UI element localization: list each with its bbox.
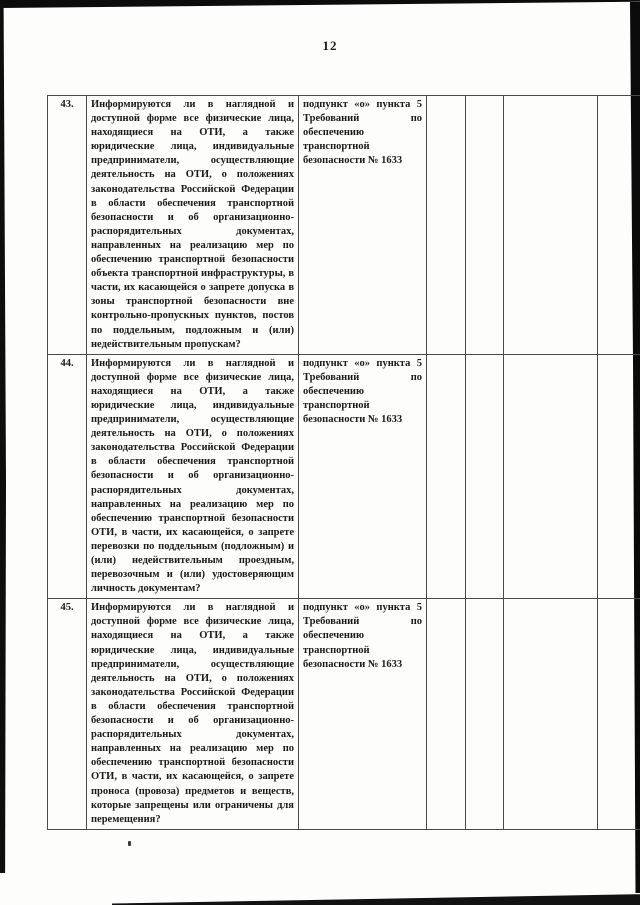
question-text: Информируются ли в наглядной и доступной форме все физические лица, находящиеся на ОТИ, а также юридические лица, индивидуальные предприниматели, осуществляющие деятельность на ОТИ, о положениях законодательства Российской Федерации в области обеспечения транспортной безопасности и об организационно-распорядительных документах, направленных на реализацию мер по обеспечению транспортной безопасности объекта транспортной инфраструктуры, в части, их касающейся о запрете допуска в зоны транспортной безопасности вне контрольно-пропускных пунктов, постов по поддельным, подложным и (или) недействительным пропускам?: [87, 96, 299, 355]
empty-cell: [466, 599, 504, 830]
row-number: 45.: [48, 599, 87, 830]
empty-cell: [427, 599, 466, 830]
question-text: Информируются ли в наглядной и доступной форме все физические лица, находящиеся на ОТИ, а также юридические лица, индивидуальные предприниматели, осуществляющие деятельность на ОТИ, о положениях законодательства Российской Федерации в области обеспечения транспортной безопасности и об организационно-распорядительных документах, направленных на реализацию мер по обеспечению транспортной безопасности ОТИ, в части, их касающейся, о запрете перевозки по поддельным (подложным) и (или) недействительным проездным, перевозочным и (или) удостоверяющим личность документам?: [87, 354, 299, 599]
empty-cell: [504, 354, 598, 599]
reference-text: подпункт «о» пункта 5 Требований по обеспечению транспортной безопасности № 1633: [299, 96, 427, 355]
reference-text: подпункт «о» пункта 5 Требований по обеспечению транспортной безопасности № 1633: [299, 599, 427, 830]
scan-edge-top: [0, 0, 640, 8]
page-number: 12: [322, 38, 338, 53]
empty-cell: [427, 96, 466, 355]
scan-speck: [128, 841, 131, 846]
scan-edge-left: [0, 5, 6, 873]
checklist-table: [47, 95, 640, 830]
table-row: [48, 96, 640, 355]
empty-cell: [598, 354, 640, 599]
row-number: 44.: [48, 354, 87, 599]
empty-cell: [504, 96, 598, 355]
empty-cell: [466, 354, 504, 599]
empty-cell: [598, 599, 640, 830]
table-row: [48, 354, 640, 599]
empty-cell: [504, 599, 598, 830]
row-number: 43.: [48, 96, 87, 355]
empty-cell: [598, 96, 640, 355]
reference-text: подпункт «о» пункта 5 Требований по обеспечению транспортной безопасности № 1633: [299, 354, 427, 599]
empty-cell: [466, 96, 504, 355]
table-row: [48, 599, 640, 830]
scan-edge-bottom: [112, 893, 640, 905]
empty-cell: [427, 354, 466, 599]
question-text: Информируются ли в наглядной и доступной форме все физические лица, находящиеся на ОТИ, а также юридические лица, индивидуальные предприниматели, осуществляющие деятельность на ОТИ, о положениях законодательства Российской Федерации в области обеспечения транспортной безопасности и об организационно-распорядительных документах, направленных на реализацию мер по обеспечению транспортной безопасности ОТИ, в части, их касающейся, о запрете проноса (провоза) предметов и веществ, которые запрещены или ограничены для перемещения?: [87, 599, 299, 830]
